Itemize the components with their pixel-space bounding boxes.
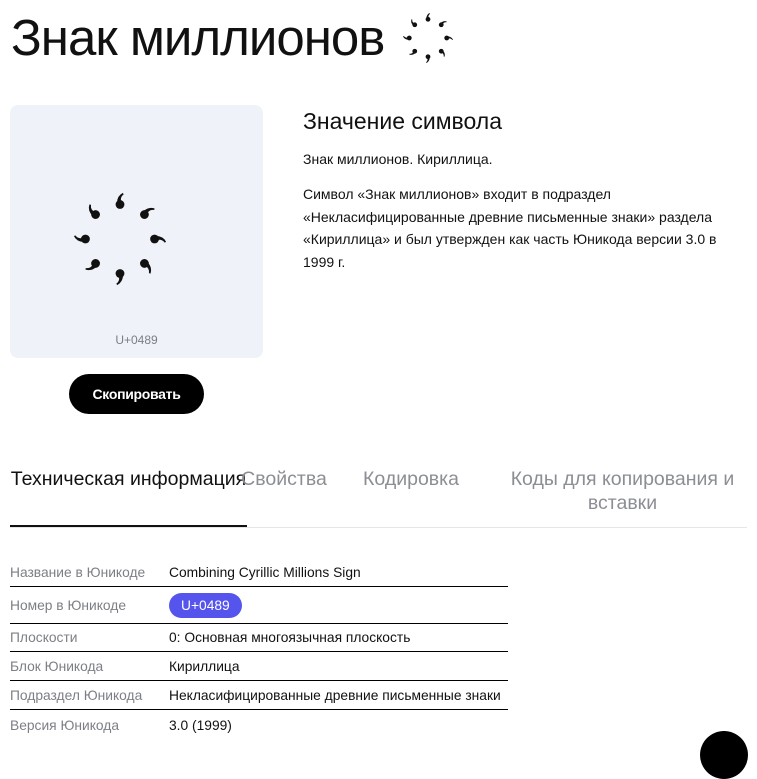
subblock-value: Некласифицированные древние письменные знаки: [169, 687, 501, 703]
meaning-description: Символ «Знак миллионов» входит в подраздел «Некласифицированные древние письменные знаки» раздела «Кириллица» и был утвержден как часть Юникода версии 3.0 в 1999 г.: [303, 186, 717, 270]
page-title: [11, 6, 454, 70]
technical-info-table: [10, 558, 508, 740]
table-row: [10, 710, 508, 740]
copy-button[interactable]: Скопировать: [69, 374, 204, 414]
glyph-codepoint: U+0489: [115, 333, 158, 347]
tab-properties[interactable]: Свойства: [241, 468, 327, 490]
row-label: Номер в Юникоде: [10, 597, 127, 613]
row-label: Версия Юникода: [10, 717, 120, 733]
meaning-heading: Значение символа: [303, 108, 503, 134]
table-row: [10, 624, 508, 652]
table-row: [10, 681, 508, 710]
tab-encoding[interactable]: Кодировка: [363, 468, 459, 490]
table-row: [10, 558, 508, 587]
tab-technical-info[interactable]: Техническая информация: [10, 467, 247, 524]
unicode-number-badge: U+0489: [169, 593, 242, 618]
info-tabs: [10, 467, 747, 528]
cyrillic-millions-sign-icon: [72, 191, 168, 287]
page-title-text: Знак миллионов: [11, 9, 385, 66]
glyph-preview-card: [10, 105, 263, 358]
block-value: Кириллица: [169, 658, 240, 674]
plane-value: 0: Основная многоязычная плоскость: [169, 630, 411, 645]
meaning-short: Знак миллионов. Кириллица.: [303, 151, 493, 167]
table-row: [10, 652, 508, 681]
floating-action-button[interactable]: [700, 731, 748, 779]
cyrillic-millions-sign-icon: [402, 12, 454, 64]
unicode-name-value: Combining Cyrillic Millions Sign: [169, 564, 361, 580]
table-row: [10, 587, 508, 624]
row-label: Название в Юникоде: [10, 564, 146, 580]
row-label: Блок Юникода: [10, 658, 104, 674]
tab-copy-codes[interactable]: Коды для копирования и вставки: [510, 468, 735, 514]
version-value: 3.0 (1999): [169, 717, 232, 733]
row-label: Плоскости: [10, 630, 78, 645]
row-label: Подраздел Юникода: [10, 687, 143, 703]
